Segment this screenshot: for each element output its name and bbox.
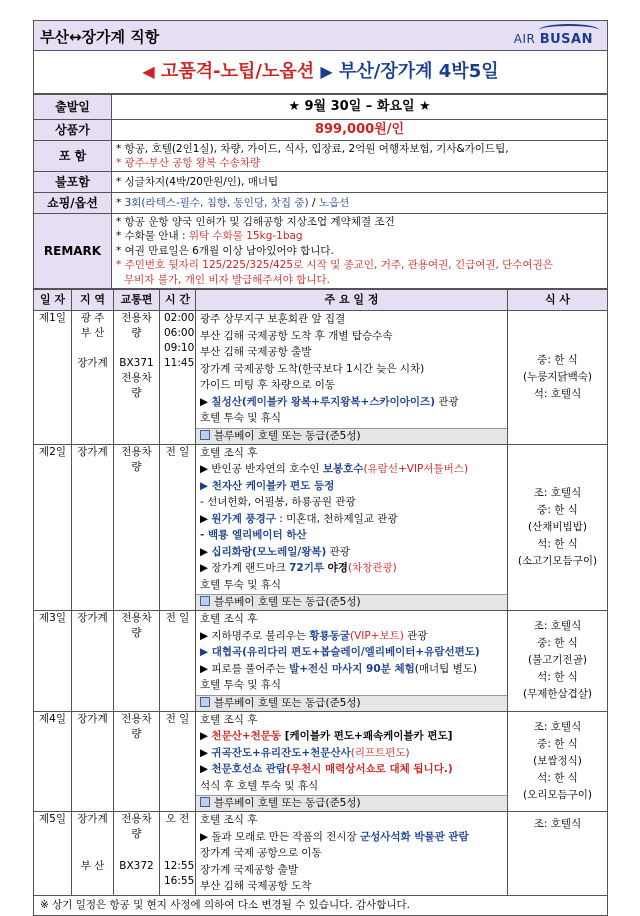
excludes-value: * 싱글차지(4박/20만원/인), 매너팁 [112, 172, 608, 193]
left-triangle-icon: ◀ [142, 62, 155, 81]
day-label: 제5일 [34, 812, 72, 896]
day-itinerary: 호텔 조식 후 ▶ 돌과 모래로 만든 작품의 전시장 군성사석화 박물관 관람 장가계 국제 공항으로 이동 장가계 국제공항 출발 부산 김해 국제공항 도착 [196, 812, 508, 896]
day-transport: 전용차량 [114, 611, 160, 712]
day-row-3 [34, 611, 608, 712]
col-day: 일 자 [34, 290, 72, 311]
day-region: 장가계 [72, 444, 114, 611]
departure-label: 출발일 [34, 95, 112, 120]
day-label: 제3일 [34, 611, 72, 712]
col-meals: 식 사 [508, 290, 608, 311]
day-itinerary: 호텔 조식 후 ▶ 지하명주로 불리우는 황룡동굴(VIP+보트) 관광 ▶ 대협곡(유리다리 편도+봅슬레이/엘리베이터+유람선편도) ▶ 피로를 풀어주는 발+전신 마사지 90분 체험(매너팁 별도) 호텔 투숙 및 휴식 블루베이 호텔 또는 동급(준5성) [196, 611, 508, 712]
day-row-2 [34, 444, 608, 611]
remark-value: * 항공 운항 양국 인허가 및 김해공항 지상조업 계약체결 조건 * 수화물 안내 : 위탁 수화물 15kg-1bag * 여권 만료일은 6개월 이상 남아있어야 합니다. * 주민번호 뒷자리 125/225/325/425로 시작 및 종교인, 거주, 관용여권, 긴급여권, 단수여권은 무비자 불가, 개인 비자 발급해주셔야 합니다. [112, 214, 608, 289]
day-region: 광 주 부 산 장가계 [72, 311, 114, 445]
day-meals: 조: 호텔식 중: 한 식 (보쌈정식) 석: 한 식 (오리모듬구이) [508, 711, 608, 812]
day-meals: 조: 호텔식 [508, 812, 608, 896]
day-itinerary: 호텔 조식 후 ▶ 반인공 반자연의 호수인 보봉호수(유람선+VIP셔틀버스) ▶ 천자산 케이블카 편도 등정 - 선녀헌화, 어필봉, 하룡공원 관광 ▶ 원가계 풍경구 : 미혼대, 천하제일교 관광 - 백룡 엘리베이터 하산 ▶ 십리화랑(모노레일/왕복) 관광 ▶ 장가계 랜드마크 72기루 야경(차창관광) 호텔 투숙 및 휴식 블루베이 호텔 또는 동급(준5성) [196, 444, 508, 611]
day-label: 제1일 [34, 311, 72, 445]
day-transport: 전용차량 [114, 711, 160, 812]
footer-note: ※ 상기 일정은 항공 및 현지 사정에 의하여 다소 변경될 수 있습니다. 감사합니다. [33, 896, 608, 916]
price-value: 899,000원/인 [112, 120, 608, 141]
day-times: 오 전 12:55 16:55 [160, 812, 196, 896]
day-meals: 중: 한 식 (누룽지닭백숙) 석: 호텔식 [508, 311, 608, 445]
day-row-1 [34, 311, 608, 445]
departure-value: ★ 9월 30일 – 화요일 ★ [112, 95, 608, 120]
product-info-table [33, 94, 608, 289]
hotel-square-icon [200, 697, 210, 707]
shopping-label: 쇼핑/옵션 [34, 193, 112, 214]
itinerary-document [33, 20, 608, 916]
remark-label: REMARK [34, 214, 112, 289]
day-region: 장가계 부 산 [72, 812, 114, 896]
right-triangle-icon: ▶ [320, 62, 333, 81]
schedule-table [33, 289, 608, 896]
day-meals: 조: 호텔식 중: 한 식 (불고기전골) 석: 한 식 (무제한삼겹살) [508, 611, 608, 712]
excludes-label: 불포함 [34, 172, 112, 193]
includes-value: * 항공, 호텔(2인1실), 차량, 가이드, 식사, 입장료, 2억원 여행자보험, 기사&가이드팁, * 광주-부산 공항 왕복 수송차량 [112, 141, 608, 172]
day-times: 전 일 [160, 711, 196, 812]
hotel-square-icon [200, 430, 210, 440]
col-region: 지 역 [72, 290, 114, 311]
hotel-square-icon [200, 797, 210, 807]
col-time: 시 간 [160, 290, 196, 311]
col-itinerary: 주 요 일 정 [196, 290, 508, 311]
schedule-header-row [34, 290, 608, 311]
day-region: 장가계 [72, 611, 114, 712]
day-times: 전 일 [160, 444, 196, 611]
route-title: 부산↔장가계 직항 [40, 28, 160, 46]
day-meals: 조: 호텔식 중: 한 식 (산채비빔밥) 석: 한 식 (소고기모듬구이) [508, 444, 608, 611]
hotel-info: 블루베이 호텔 또는 동급(준5성) [196, 428, 507, 444]
day-transport: 전용차량 [114, 444, 160, 611]
includes-label: 포 함 [34, 141, 112, 172]
shopping-value: * 3회(라텍스-필수, 침향, 동인당, 찻집 중) / 노옵션 [112, 193, 608, 214]
day-row-5 [34, 812, 608, 896]
product-grade: 고품격-노팁/노옵션 [160, 61, 315, 82]
hotel-info: 블루베이 호텔 또는 동급(준5성) [196, 795, 507, 811]
day-times: 전 일 [160, 611, 196, 712]
col-transport: 교통편 [114, 290, 160, 311]
hotel-square-icon [200, 596, 210, 606]
day-transport: 전용차량 BX371 전용차량 [114, 311, 160, 445]
day-times: 02:00 06:00 09:10 11:45 [160, 311, 196, 445]
price-label: 상품가 [34, 120, 112, 141]
day-itinerary: 광주 상무지구 보훈회관 앞 집결 부산 김해 국제공항 도착 후 개별 탑승수속 부산 김해 국제공항 출발 장가계 국제공항 도착(한국보다 1시간 늦은 시차) 가이드 미팅 후 차량으로 이동 ▶ 칠성산(케이블카 왕복+루지왕복+스카이아이즈) 관광 호텔 투숙 및 휴식 블루베이 호텔 또는 동급(준5성) [196, 311, 508, 445]
day-region: 장가계 [72, 711, 114, 812]
day-itinerary: 호텔 조식 후 ▶ 천문산+천문동 [케이블카 편도+쾌속케이블카 편도] ▶ 귀곡잔도+유리잔도+천문산사(리프트편도) ▶ 천문호선쇼 관람(우천시 매력상서쇼로 대체 됩니다.) 석식 후 호텔 투숙 및 휴식 블루베이 호텔 또는 동급(준5성) [196, 711, 508, 812]
day-label: 제2일 [34, 444, 72, 611]
header-bar [33, 20, 608, 51]
hotel-info: 블루베이 호텔 또는 동급(준5성) [196, 594, 507, 610]
airline-logo: AIR BUSAN [513, 32, 593, 47]
hotel-info: 블루베이 호텔 또는 동급(준5성) [196, 695, 507, 711]
product-destination: 부산/장가계 4박5일 [339, 61, 499, 82]
product-banner [33, 51, 608, 94]
day-row-4 [34, 711, 608, 812]
day-transport: 전용차량 BX372 [114, 812, 160, 896]
day-label: 제4일 [34, 711, 72, 812]
